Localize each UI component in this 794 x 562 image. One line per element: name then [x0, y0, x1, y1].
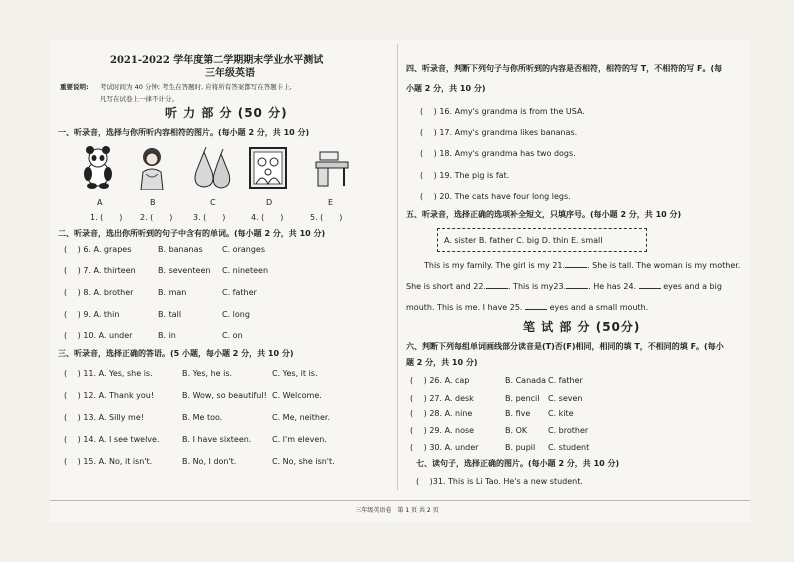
blank-24: [639, 288, 661, 289]
q13-b: B. Me too.: [182, 413, 223, 422]
q30-c: C. student: [548, 443, 590, 452]
part2-heading: 二、听录音，选出你所听到的句子中含有的单词。(每小题 2 分，共 10 分): [58, 229, 326, 238]
part5-heading: 五、听录音，选择正确的选项补全短文，只填序号。(每小题 2 分，共 10 分): [406, 210, 682, 219]
pears-icon: [190, 146, 234, 190]
q8-c: C. father: [222, 288, 257, 297]
q28-c: C. kite: [548, 409, 574, 418]
q6-b: B. bananas: [158, 245, 203, 254]
q12-c: C. Welcome.: [272, 391, 322, 400]
q16: ( ) 16. Amy's grandma is from the USA.: [420, 107, 585, 116]
q8: ( ) 8. A. brother: [64, 288, 134, 297]
q30: ( ) 30. A. under: [410, 443, 479, 452]
q6-c: C. oranges: [222, 245, 265, 254]
answer-3: 3. ( ): [193, 213, 226, 222]
picture-letter-d: D: [266, 198, 273, 207]
listening-section-title: 听 力 部 分 (50 分): [165, 106, 288, 120]
answer-5: 5. ( ): [310, 213, 343, 222]
picture-letter-c: C: [210, 198, 216, 207]
part7-heading: 七、读句子，选择正确的图片。(每小题 2 分，共 10 分): [416, 459, 620, 468]
q20: ( ) 20. The cats have four long legs.: [420, 192, 571, 201]
blank-22: [486, 288, 508, 289]
q28-b: B. five: [505, 409, 531, 418]
passage-line2-b: . This is my23.: [507, 282, 567, 291]
passage-line1: [424, 261, 740, 271]
q6: ( ) 6. A. grapes: [64, 245, 132, 254]
notice-line2: 凡写在试卷上一律不计分。: [100, 95, 178, 103]
q7: ( ) 7. A. thirteen: [64, 266, 136, 275]
part3-heading: 三、听录音，选择正确的答语。(5 小题，每小题 2 分，共 10 分): [58, 349, 294, 358]
q17: ( ) 17. Amy's grandma likes bananas.: [420, 128, 578, 137]
q27: ( ) 27. A. desk: [410, 394, 474, 403]
q26: ( ) 26. A. cap: [410, 376, 470, 385]
q27-b: B. pencil: [505, 394, 540, 403]
panda-icon: [80, 146, 116, 190]
q15: ( ) 15. A. No, it isn't.: [64, 457, 153, 466]
notice-line1: 考试时间为 40 分钟; 考生在答题时, 应将所有答案都写在答题卡上,: [100, 83, 292, 91]
woman-icon: [135, 146, 169, 190]
q12: ( ) 12. A. Thank you!: [64, 391, 155, 400]
desk-icon: [312, 146, 352, 190]
passage-line2-a: She is short and 22.: [406, 282, 486, 291]
answer-2: 2. ( ): [140, 213, 173, 222]
q13-c: C. Me, neither.: [272, 413, 331, 422]
passage-line1-a: This is my family. The girl is my 21.: [424, 261, 566, 270]
q12-b: B. Wow, so beautiful!: [182, 391, 267, 400]
q7-b: B. seventeen: [158, 266, 211, 275]
q8-b: B. man: [158, 288, 187, 297]
part6-heading-line1: 六、判断下列每组单词画线部分读音是(T)否(F)相同，相同的填 T，不相同的填 F。(每小: [406, 342, 724, 351]
q14-b: B. I have sixteen.: [182, 435, 252, 444]
passage-line3-b: eyes and a small mouth.: [549, 303, 649, 312]
passage-line3-a: mouth. This is me. I have 25.: [406, 303, 523, 312]
part4-heading-line1: 四、听录音，判断下列句子与你所听到的内容是否相符，相符的写 T，不相符的写 F。(每: [406, 64, 723, 73]
q31: ( )31. This is Li Tao. He's a new student.: [416, 477, 583, 486]
q19: ( ) 19. The pig is fat.: [420, 171, 510, 180]
passage-line2-d: eyes and a big: [663, 282, 722, 291]
blank-21: [565, 267, 587, 268]
footer-rule: [50, 500, 750, 501]
q28: ( ) 28. A. nine: [410, 409, 473, 418]
q11-c: C. Yes, it is.: [272, 369, 318, 378]
passage-line1-b: . She is tall. The woman is my mother.: [587, 261, 741, 270]
q26-b: B. Canada: [505, 376, 547, 385]
part6-heading-line2: 题 2 分，共 10 分): [406, 358, 478, 367]
notice-label: 重要说明:: [60, 83, 89, 91]
part4-heading-line2: 小题 2 分，共 10 分): [406, 84, 486, 93]
q30-b: B. pupil: [505, 443, 536, 452]
q29-b: B. OK: [505, 426, 528, 435]
picture-letter-b: B: [150, 198, 156, 207]
q9: ( ) 9. A. thin: [64, 310, 120, 319]
writing-section-title: 笔 试 部 分 (50分): [523, 320, 641, 334]
blank-25: [525, 309, 547, 310]
q11-b: B. Yes, he is.: [182, 369, 233, 378]
answer-4: 4. ( ): [251, 213, 284, 222]
page-footer: 三年级英语卷 第 1 页 共 2 页: [355, 507, 439, 514]
family-photo-icon: [248, 146, 288, 190]
column-divider: [397, 44, 398, 490]
q26-c: C. father: [548, 376, 583, 385]
exam-sheet: [50, 40, 750, 522]
picture-letter-e: E: [328, 198, 334, 207]
answer-1: 1. ( ): [90, 213, 123, 222]
q29: ( ) 29. A. nose: [410, 426, 475, 435]
q14-c: C. I'm eleven.: [272, 435, 327, 444]
q15-c: C. No, she isn't.: [272, 457, 335, 466]
q7-c: C. nineteen: [222, 266, 269, 275]
picture-letter-a: A: [97, 198, 103, 207]
q10-c: C. on: [222, 331, 243, 340]
part1-heading: 一、听录音，选择与你所听内容相符的图片。(每小题 2 分，共 10 分): [58, 128, 310, 137]
q15-b: B. No, I don't.: [182, 457, 237, 466]
q11: ( ) 11. A. Yes, she is.: [64, 369, 153, 378]
q9-c: C. long: [222, 310, 250, 319]
q10: ( ) 10. A. under: [64, 331, 133, 340]
q13: ( ) 13. A. Silly me!: [64, 413, 144, 422]
passage-line2: [406, 282, 722, 292]
q29-c: C. brother: [548, 426, 589, 435]
q27-c: C. seven: [548, 394, 583, 403]
q18: ( ) 18. Amy's grandma has two dogs.: [420, 149, 576, 158]
q10-b: B. in: [158, 331, 176, 340]
q14: ( ) 14. A. I see twelve.: [64, 435, 160, 444]
word-bank-options: A. sister B. father C. big D. thin E. small: [444, 236, 603, 245]
q9-b: B. tall: [158, 310, 182, 319]
passage-line3: [406, 303, 648, 313]
exam-subtitle: 三年级英语: [205, 68, 255, 79]
blank-23: [566, 288, 588, 289]
passage-line2-c: . He has 24.: [588, 282, 637, 291]
exam-title: 2021-2022 学年度第二学期期末学业水平测试: [110, 55, 324, 66]
